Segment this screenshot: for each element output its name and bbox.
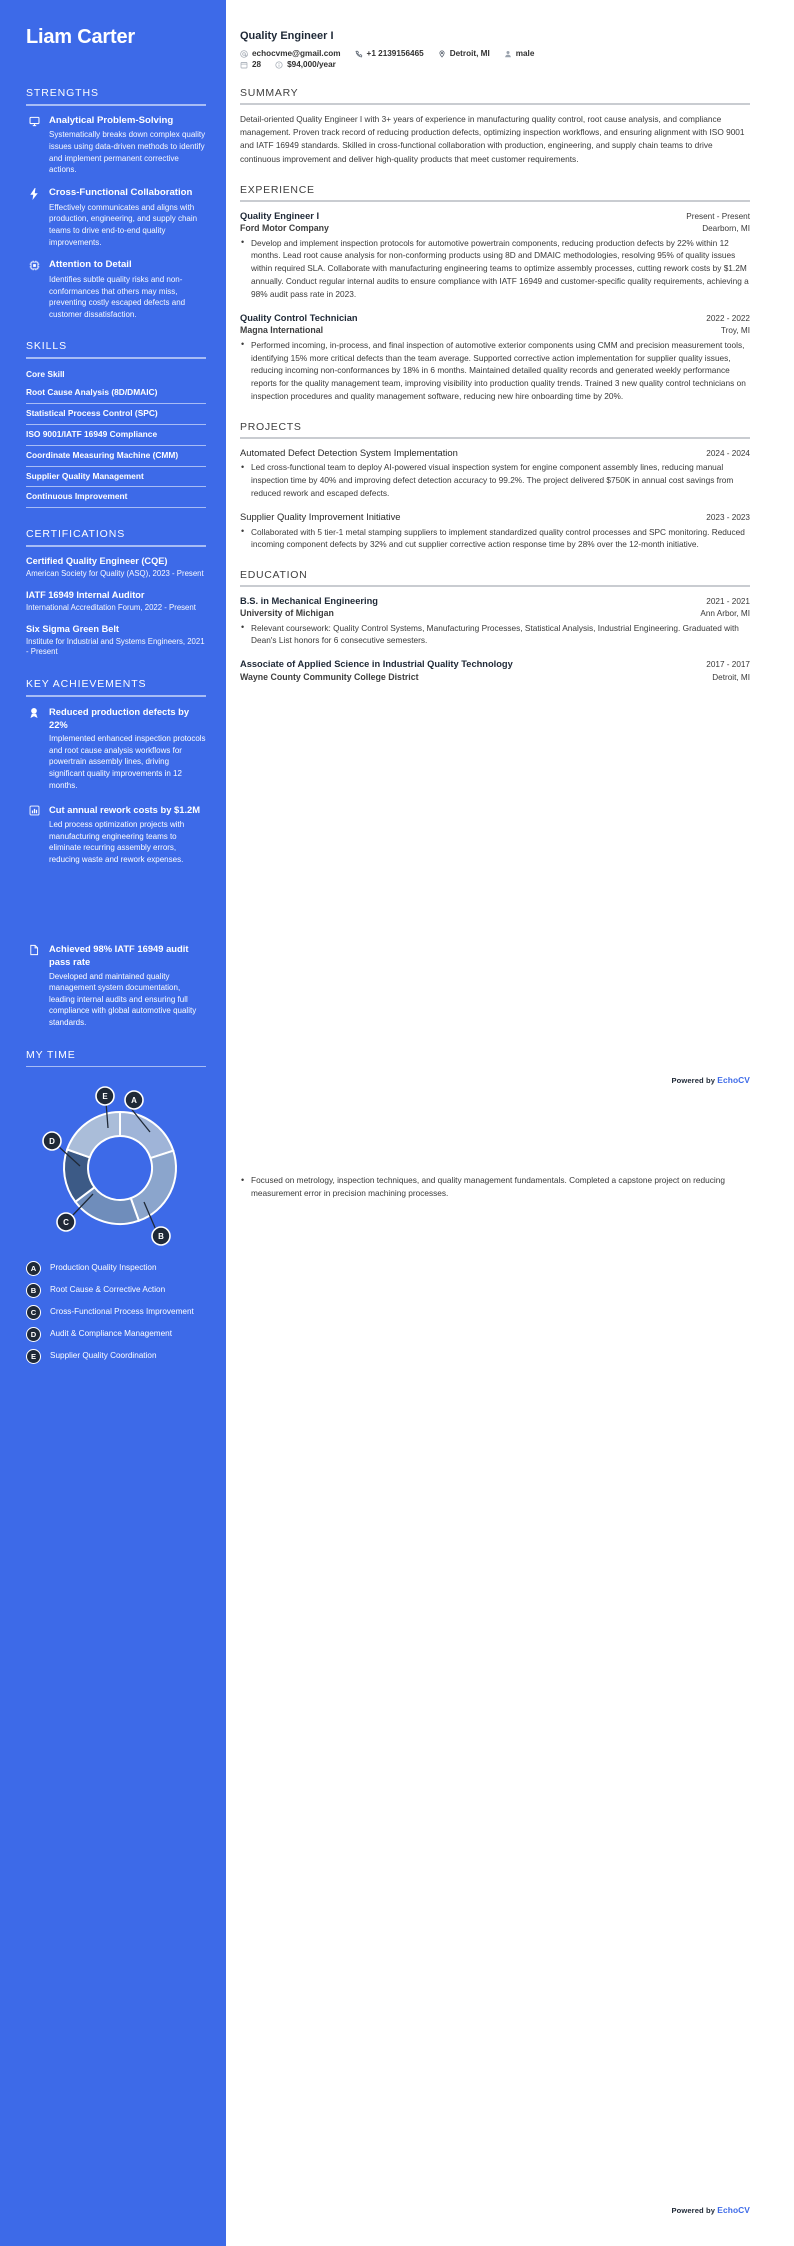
- my-time-divider: [26, 1066, 206, 1068]
- contact-salary: [275, 60, 336, 69]
- phone-icon: [355, 50, 363, 58]
- contact-phone: [355, 49, 424, 58]
- page-title: Quality Engineer I: [240, 30, 334, 42]
- location-pin-icon: [438, 50, 446, 58]
- experience-company: Ford Motor Company: [240, 223, 329, 234]
- contact-info-row-1: [240, 49, 750, 58]
- powered-prefix: Powered by: [671, 2206, 716, 2215]
- achievement-title: Achieved 98% IATF 16949 audit pass rate: [49, 943, 189, 967]
- summary-text: Detail-oriented Quality Engineer I with 3+ years of experience in manufacturing quality control, root cause analysis, and compliance management. Proven track record of reducing production defects, optimizing inspection workflows, and ensuring alignment with ISO 9001 and IATF 16949 standards. Skilled in cross-functional collaboration with production, engineering, and supply chain teams to drive continuous improvement and deliver high-quality products that meet customer requirements.: [240, 113, 745, 164]
- donut-badge-B: [152, 1227, 170, 1245]
- legend-badge-E: E: [26, 1349, 41, 1364]
- donut-badge-C: [57, 1213, 75, 1231]
- contact-email-value: echocvme@gmail.com: [252, 49, 341, 58]
- bullet-item: • Collaborated with 5 tier-1 metal stamping suppliers to implement standardized quality control processes and SPC monitoring. Reduced incoming component defects by 32% and cut supplier corrective action response time by 28% over the 12-month initiative.: [240, 526, 750, 552]
- legend-item-E: [26, 1349, 206, 1364]
- page2-continuation: [240, 1172, 750, 1203]
- achievement-title: Reduced production defects by 22%: [49, 705, 190, 730]
- project-title: Supplier Quality Improvement Initiative: [240, 510, 401, 522]
- footer-powered-by-page2: [671, 2205, 750, 2215]
- skill-item: Supplier Quality Management: [26, 467, 206, 488]
- skill-item: Statistical Process Control (SPC): [26, 404, 206, 425]
- legend-item-C: [26, 1305, 206, 1320]
- achievement-description: Led process optimization projects with manufacturing engineering teams to eliminate recurring assembly errors, reducing waste and rework expenses.: [49, 819, 185, 864]
- donut-badge-E: [96, 1087, 114, 1105]
- bar-chart-icon: [26, 804, 42, 865]
- sidebar-section-achievements: [26, 678, 206, 1028]
- education-date: 2017 - 2017: [706, 660, 750, 670]
- brand-name: EchoCV: [717, 1075, 750, 1085]
- person-icon: [504, 50, 512, 58]
- strength-title: Analytical Problem-Solving: [49, 114, 174, 126]
- certification-issuer: American Society for Quality (ASQ), 2023 - Present: [26, 568, 204, 578]
- experience-company: Magna International: [240, 325, 324, 336]
- certifications-heading: CERTIFICATIONS: [26, 528, 126, 541]
- sidebar: [0, 0, 226, 2246]
- contact-salary-value: $94,000/year: [287, 60, 336, 69]
- donut-badge-A: [125, 1091, 143, 1109]
- donut-chart-svg: [28, 1076, 206, 1251]
- contact-phone-value: +1 2139156465: [366, 49, 424, 58]
- certifications-divider: [26, 545, 206, 547]
- contact-age-value: 28: [252, 60, 262, 69]
- strength-description: Systematically breaks down complex quality issues using data-driven methods to identify and implement permanent corrective actions.: [49, 130, 206, 175]
- award-icon: [26, 706, 42, 791]
- education-divider: [240, 585, 750, 587]
- education-date: 2021 - 2021: [706, 596, 750, 606]
- my-time-heading: MY TIME: [26, 1048, 76, 1061]
- certification-issuer: Institute for Industrial and Systems Engineers, 2021 - Present: [26, 636, 205, 657]
- donut-slice-A: [120, 1112, 173, 1158]
- calendar-icon: [240, 61, 248, 69]
- summary-heading: SUMMARY: [240, 87, 299, 99]
- certification-item: [26, 624, 206, 659]
- legend-label-D: Audit & Compliance Management: [50, 1329, 172, 1339]
- project-date: 2024 - 2024: [706, 448, 750, 458]
- education-degree: Associate of Applied Science in Industrial Quality Technology: [240, 659, 513, 670]
- achievement-item: [26, 943, 206, 1028]
- contact-location: [438, 49, 490, 58]
- brand-name: EchoCV: [717, 2205, 750, 2215]
- section-education: [240, 569, 750, 683]
- bullet-item: • Performed incoming, in-process, and final inspection of automotive exterior components using CMM and precision measurement tools, identifying 15% more critical defects than the team average. Supported corrective action implementation for supplier quality issues, reducing incoming non-conformances by 18% in 6 months. Maintained detailed quality records and generated weekly performance reports for the quality management team, improving visibility into production quality trends. Trained 3 new quality control technicians on inspection procedures and quality management software, reducing new hire onboarding time by 20%.: [240, 339, 750, 403]
- bullet-item: • Led cross-functional team to deploy AI-powered visual inspection system for engine component assembly lines, reducing manual inspection time by 40% and improving defect detection accuracy to 99.2%. The project delivered $750K in annual cost savings from reduced rework and escaped defects.: [240, 461, 750, 500]
- contact-location-value: Detroit, MI: [449, 49, 490, 58]
- svg-text:A: A: [131, 1096, 137, 1106]
- education-bullets-continued: [240, 1174, 750, 1200]
- strength-item: [26, 259, 206, 320]
- candidate-name: Liam Carter: [26, 26, 135, 48]
- legend-badge-D: D: [26, 1327, 41, 1342]
- experience-location: Dearborn, MI: [702, 224, 750, 234]
- achievements-heading: KEY ACHIEVEMENTS: [26, 678, 147, 691]
- experience-date: Present - Present: [686, 211, 750, 221]
- legend-label-C: Cross-Functional Process Improvement: [50, 1307, 194, 1317]
- info-icon: [275, 61, 283, 69]
- sidebar-section-my-time: [26, 1049, 206, 1365]
- experience-bullets: [240, 237, 750, 301]
- skill-item: Root Cause Analysis (8D/DMAIC): [26, 385, 206, 404]
- education-location: Detroit, MI: [712, 672, 750, 682]
- chip-icon: [26, 259, 42, 320]
- legend-badge-B: B: [26, 1283, 41, 1298]
- education-school: Wayne County Community College District: [240, 671, 419, 682]
- bolt-icon: [26, 187, 42, 248]
- strength-description: Identifies subtle quality risks and non-conformances that others may miss, preventing costly escaped defects and customer dissatisfaction.: [49, 275, 186, 319]
- skills-divider: [26, 357, 206, 359]
- section-experience: [240, 184, 750, 403]
- achievement-item: [26, 804, 206, 865]
- legend-label-B: Root Cause & Corrective Action: [50, 1285, 166, 1295]
- achievements-divider: [26, 695, 206, 697]
- legend-label-E: Supplier Quality Coordination: [50, 1351, 157, 1361]
- project-bullets: [240, 461, 750, 500]
- strength-title: Attention to Detail: [49, 259, 132, 271]
- powered-prefix: Powered by: [671, 1076, 716, 1085]
- legend-item-A: [26, 1261, 206, 1276]
- section-projects: [240, 421, 750, 551]
- strength-item: [26, 115, 206, 176]
- certification-title: Six Sigma Green Belt: [26, 623, 119, 634]
- skills-heading: SKILLS: [26, 340, 68, 353]
- svg-text:E: E: [102, 1092, 108, 1102]
- strengths-heading: STRENGTHS: [26, 87, 99, 99]
- legend-item-B: [26, 1283, 206, 1298]
- education-school: University of Michigan: [240, 608, 334, 619]
- project-bullets: [240, 526, 750, 552]
- education-heading: EDUCATION: [240, 569, 308, 582]
- bullet-item: • Focused on metrology, inspection techniques, and quality management fundamentals. Completed a capstone project on reducing measurement error in precision machining processes.: [240, 1174, 750, 1200]
- svg-text:B: B: [158, 1232, 164, 1242]
- certification-item: [26, 590, 206, 614]
- at-icon: [240, 50, 248, 58]
- strength-description: Effectively communicates and aligns with production, engineering, and supply chain teams to drive end-to-end quality improvements.: [49, 202, 198, 247]
- svg-text:D: D: [49, 1137, 55, 1147]
- legend-badge-C: C: [26, 1305, 41, 1320]
- sidebar-section-strengths: [26, 87, 206, 320]
- strengths-divider: [26, 104, 206, 106]
- contact-age: [240, 60, 261, 69]
- skills-core-label: Core Skill: [26, 368, 65, 379]
- certification-title: Certified Quality Engineer (CQE): [26, 555, 168, 566]
- project-entry: [240, 511, 750, 551]
- strength-item: [26, 187, 206, 248]
- monitor-icon: [26, 115, 42, 176]
- experience-heading: EXPERIENCE: [240, 184, 315, 197]
- section-summary: [240, 87, 750, 166]
- experience-date: 2022 - 2022: [706, 313, 750, 323]
- contact-info-row-2: [240, 60, 750, 69]
- achievement-title: Cut annual rework costs by $1.2M: [49, 804, 201, 816]
- legend-badge-A: A: [26, 1261, 41, 1276]
- footer-powered-by-page1: [671, 1075, 750, 1085]
- bullet-item: • Develop and implement inspection protocols for automotive powertrain components, reducing production defects by 22% within 12 months. Lead root cause analysis for non-conforming products using 8D and DMAIC methodologies, resolving 95% of quality issues within required SLA. Collaborate with manufacturing engineering teams to optimize assembly processes, cutting rework costs by $1.2M annually. Conduct regular internal audits to ensure compliance with IATF 16949 and customer-specific quality requirements, achieving a 98% audit pass rate in 2023.: [240, 237, 750, 301]
- main-content: [226, 0, 794, 694]
- svg-text:C: C: [63, 1218, 69, 1228]
- projects-heading: PROJECTS: [240, 421, 302, 434]
- experience-location: Troy, MI: [720, 326, 750, 336]
- strength-title: Cross-Functional Collaboration: [49, 186, 193, 198]
- experience-bullets: [240, 339, 750, 403]
- contact-gender: [504, 49, 535, 58]
- time-allocation-donut-chart: [28, 1076, 206, 1251]
- sidebar-section-skills: [26, 340, 206, 508]
- achievement-item: [26, 706, 206, 791]
- summary-divider: [240, 103, 750, 105]
- education-bullets: [240, 622, 750, 648]
- document-icon: [26, 943, 42, 1028]
- contact-email: [240, 49, 341, 58]
- project-entry: [240, 447, 750, 500]
- experience-title: Quality Engineer I: [240, 210, 320, 221]
- experience-title: Quality Control Technician: [240, 312, 358, 323]
- education-degree: B.S. in Mechanical Engineering: [240, 595, 378, 606]
- education-location: Ann Arbor, MI: [700, 609, 750, 619]
- achievement-description: Developed and maintained quality management system documentation, leading internal audits and ensuring full compliance with global automotive quality standards.: [49, 971, 197, 1028]
- experience-entry: [240, 210, 750, 301]
- bullet-item: • Relevant coursework: Quality Control Systems, Manufacturing Processes, Statistical Analysis, Industrial Engineering. Graduated with Dean's List honors for 6 consecutive semesters.: [240, 622, 750, 648]
- donut-slice-E: [67, 1112, 120, 1157]
- skill-item: ISO 9001/IATF 16949 Compliance: [26, 425, 206, 446]
- education-entry: [240, 658, 750, 683]
- legend-item-D: [26, 1327, 206, 1342]
- donut-badge-D: [43, 1132, 61, 1150]
- certification-title: IATF 16949 Internal Auditor: [26, 589, 145, 600]
- experience-divider: [240, 200, 750, 202]
- project-date: 2023 - 2023: [706, 512, 750, 522]
- certification-issuer: International Accreditation Forum, 2022 - Present: [26, 602, 196, 612]
- projects-divider: [240, 437, 750, 439]
- experience-entry: [240, 312, 750, 403]
- legend-label-A: Production Quality Inspection: [50, 1263, 157, 1273]
- skill-item: Coordinate Measuring Machine (CMM): [26, 446, 206, 467]
- donut-slice-B: [131, 1151, 176, 1221]
- contact-gender-value: male: [515, 49, 535, 58]
- education-entry: [240, 595, 750, 648]
- certification-item: [26, 556, 206, 580]
- skill-item: Continuous Improvement: [26, 487, 206, 508]
- project-title: Automated Defect Detection System Implementation: [240, 446, 458, 458]
- sidebar-section-certifications: [26, 528, 206, 658]
- achievement-description: Implemented enhanced inspection protocols and root cause analysis workflows for powertrain assembly lines, driving significant quality improvements in 12 months.: [49, 734, 206, 790]
